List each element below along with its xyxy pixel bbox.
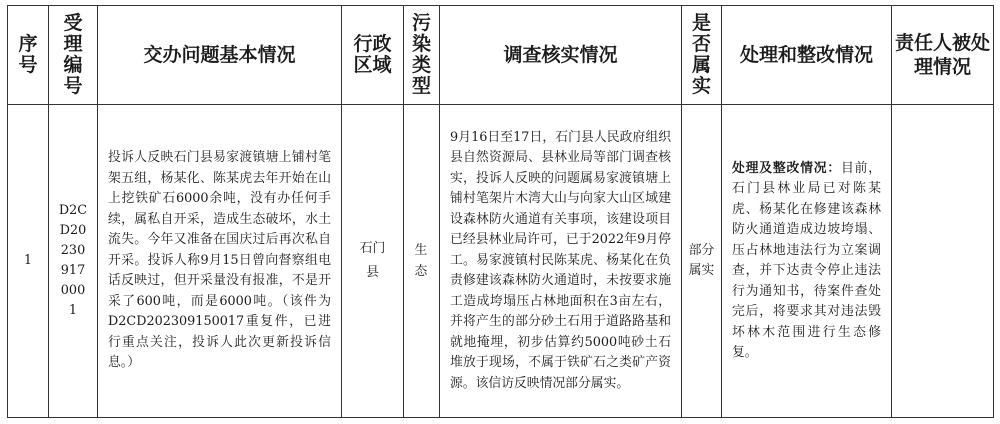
cell-verified: 部分属实 [682, 105, 722, 418]
cell-investigation: 9月16日至17日，石门县人民政府组织县自然资源局、县林业局等部门调查核实，投诉人反映的问题属易家渡镇塘上铺村笔架片木湾大山与向家大山区域建设森林防火通道有关事项，该建设项目已经县林业局许可，已于2022年9月停工。易家渡镇村民陈某虎、杨某化在负责修建该森林防火通道时，未按要求施工造成垮塌压占林地面积在3亩左右，并将产生的部分砂土石用于道路路基和就地掩埋，初步估算约5000吨砂土石堆放于现场，不属于铁矿石之类矿产资源。该信访反映情况部分属实。 [440, 105, 682, 418]
header-handling: 处理和整改情况 [722, 6, 892, 105]
header-pollution: 污染类型 [404, 6, 440, 105]
cell-complaint: 投诉人反映石门县易家渡镇塘上铺村笔架五组，杨某化、陈某虎去年开始在山上挖铁矿石6000余吨，没有办任何手续，属私自开采，造成生态破坏，水土流失。今年又准备在国庆过后再次私自开采。投诉人称9月15日曾向督察组电话反映过，但开采量没有报准，不是开采了600吨，而是6000吨。（该件为D2CD202309150017重复件，已进行重点关注，投诉人此次更新投诉信息。） [98, 105, 342, 418]
handling-label: 处理及整改情况： [732, 160, 841, 176]
cell-handling [722, 105, 892, 418]
header-seq: 序号 [8, 6, 49, 105]
handling-text: 目前，石门县林业局已对陈某虎、杨某化在修建该森林防火通道造成边坡垮塌、压占林地违法行为立案调查，并下达责令停止违法行为通知书，待案件查处完后，将要求其对违法毁坏林木范围进行生态修复。 [732, 160, 882, 360]
cell-pollution: 生态 [404, 105, 440, 418]
header-row [8, 6, 994, 105]
cell-seq: 1 [8, 105, 49, 418]
complaint-table [7, 5, 994, 418]
header-verified: 是否属实 [682, 6, 722, 105]
header-accountability: 责任人被处理情况 [892, 6, 994, 105]
header-district: 行政区域 [342, 6, 404, 105]
header-complaint: 交办问题基本情况 [98, 6, 342, 105]
cell-district: 石门县 [342, 105, 404, 418]
header-investigation: 调查核实情况 [440, 6, 682, 105]
cell-accountability [892, 105, 994, 418]
cell-case-no: D2CD20230917000 1 [49, 105, 98, 418]
header-case-no: 受理编号 [49, 6, 98, 105]
table-row [8, 105, 994, 418]
